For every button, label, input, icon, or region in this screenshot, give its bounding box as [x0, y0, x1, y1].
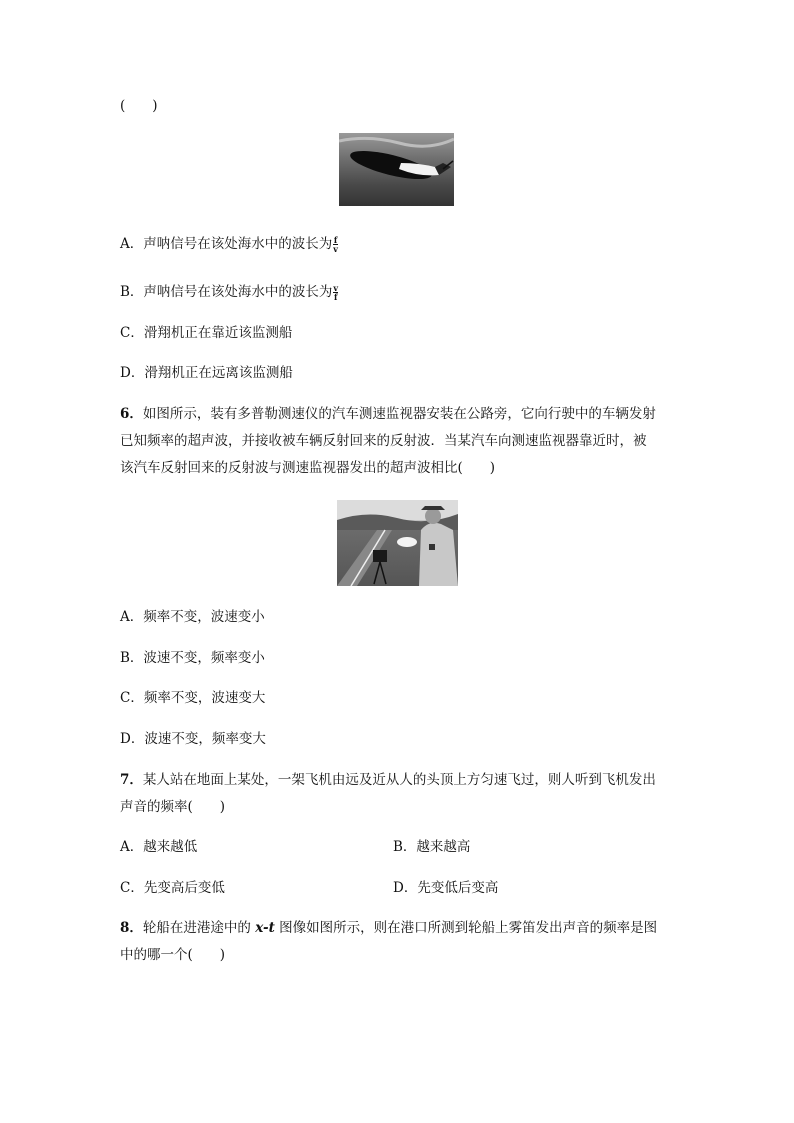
prev-option-a: A．声呐信号在该处海水中的波长为 $\frac{f}{v}$: [120, 235, 338, 254]
q6-option-a: A．频率不变，波速变小: [120, 609, 265, 625]
q7-option-d: D．先变低后变高: [393, 880, 499, 896]
q8-line2: 中的哪一个( ): [120, 947, 226, 963]
q6-line1: 6．如图所示，装有多普勒测速仪的汽车测速监视器安装在公路旁，它向行驶中的车辆发射: [120, 406, 656, 422]
prev-option-b: B．声呐信号在该处海水中的波长为 $\frac{v}{f}$: [120, 283, 339, 302]
q8-line1: 8．轮船在进港途中的 x-t 图像如图所示，则在港口所测到轮船上雾笛发出声音的频率是图: [120, 920, 658, 936]
q6-option-d: D．波速不变，频率变大: [120, 731, 266, 747]
prev-option-d: D．滑翔机正在远离该监测船: [120, 365, 293, 381]
q7-line1: 7．某人站在地面上某处，一架飞机由远及近从人的头顶上方匀速飞过，则人听到飞机发出: [120, 772, 656, 788]
fraction-f-over-v: $\frac{f}{v}$: [333, 235, 338, 254]
q6-option-c: C．频率不变，波速变大: [120, 690, 266, 706]
q7-option-c: C．先变高后变低: [120, 880, 225, 896]
fraction-v-over-f: $\frac{v}{f}$: [333, 283, 339, 302]
q6-option-b: B．波速不变，频率变小: [120, 650, 265, 666]
q7-option-b: B．越来越高: [393, 839, 471, 855]
prev-option-c: C．滑翔机正在靠近该监测船: [120, 325, 293, 341]
question-paren: ( ): [120, 98, 158, 114]
q6-line3: 该汽车反射回来的反射波与测速监视器发出的超声波相比( ): [120, 460, 496, 476]
q7-option-a: A．越来越低: [120, 839, 198, 855]
q6-line2: 已知频率的超声波，并接收被车辆反射回来的反射波．当某汽车向测速监视器靠近时，被: [120, 433, 647, 449]
underwater-glider-image: [339, 133, 454, 206]
speed-monitor-image: [337, 500, 458, 586]
q7-line2: 声音的频率( ): [120, 799, 226, 815]
